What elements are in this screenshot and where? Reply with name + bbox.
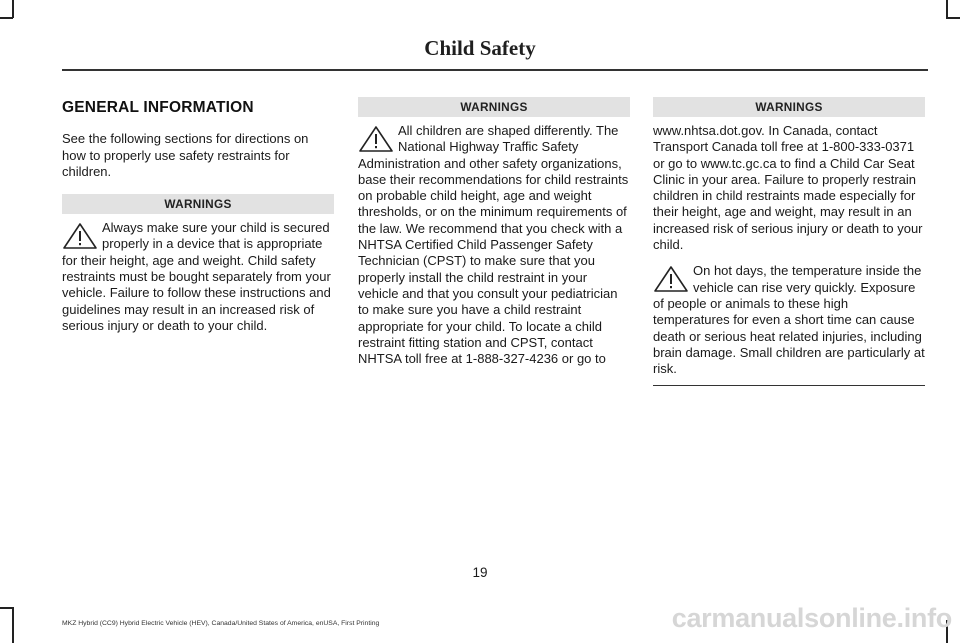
crop-mark-bottom-left-v: [12, 607, 14, 643]
warning-text-2-continued: www.nhtsa.dot.gov. In Canada, contact Transport Canada toll free at 1-800-333-0371 or go to www.tc.gc.ca to find a Child Car Seat Clinic in your area. Failure to properly restrain children in child restraints made especially for their height, age and weight, may result in an increased risk of serious injury or death to your child.: [653, 123, 923, 253]
warning-text-3: [653, 263, 925, 377]
warning-text-1-content: Always make sure your child is secured properly in a device that is appropriate for their height, age and weight. Child safety restraints must be bought separately from your vehicle. Failure to follow these instructions and guidelines may result in an increased risk of serious injury or death to your child.: [62, 220, 331, 333]
column-left: [62, 97, 334, 334]
column-right: [653, 97, 925, 386]
footer-text: MKZ Hybrid (CC9) Hybrid Electric Vehicle (HEV), Canada/United States of America, enUSA, First Printing: [62, 620, 380, 627]
warnings-header: WARNINGS: [358, 97, 630, 117]
warning-triangle-icon: [62, 222, 98, 250]
crop-mark-top-left-h: [0, 17, 13, 19]
column-middle: [358, 97, 630, 367]
warning-text-2-content: All children are shaped differently. The National Highway Traffic Safety Administration and other safety organizations, base their recommendations for child restraints on probable child height, age and weight thresholds, or on the minimum requirements of the law. We recommend that you check with a NHTSA Certified Child Passenger Safety Technician (CPST) to make sure that you properly install the child restraint in your vehicle and that you consult your pediatrician to make sure you have a child restraint appropriate for your child. To locate a child restraint fitting station and CPST, contact NHTSA toll free at 1-888-327-4236 or go to: [358, 123, 629, 367]
crop-mark-bottom-left-h: [0, 607, 13, 609]
warning-triangle-icon: [653, 265, 689, 293]
warning-text-2: [358, 123, 630, 367]
crop-mark-top-right-h: [946, 17, 960, 19]
warnings-header: WARNINGS: [62, 194, 334, 214]
intro-paragraph: See the following sections for directions on how to properly use safety restraints for children.: [62, 131, 309, 179]
page-title: Child Safety: [424, 36, 536, 60]
page-number: 19: [472, 565, 488, 580]
warnings-header: WARNINGS: [653, 97, 925, 117]
warnings-end-rule: [653, 385, 925, 386]
watermark: carmanualsonline.info: [671, 603, 952, 633]
warning-triangle-icon: [358, 125, 394, 153]
spacer: [653, 253, 925, 263]
section-heading: GENERAL INFORMATION: [62, 99, 254, 116]
header-rule: [62, 69, 928, 71]
crop-mark-top-right-v: [946, 0, 948, 18]
warning-text-1: [62, 220, 334, 334]
warning-text-3-content: On hot days, the temperature inside the vehicle can rise very quickly. Exposure of people or animals to these high temperatures for even a short time can cause death or serious heat related injuries, including brain damage. Small children are particularly at risk.: [653, 263, 925, 377]
crop-mark-top-left-v: [12, 0, 14, 18]
